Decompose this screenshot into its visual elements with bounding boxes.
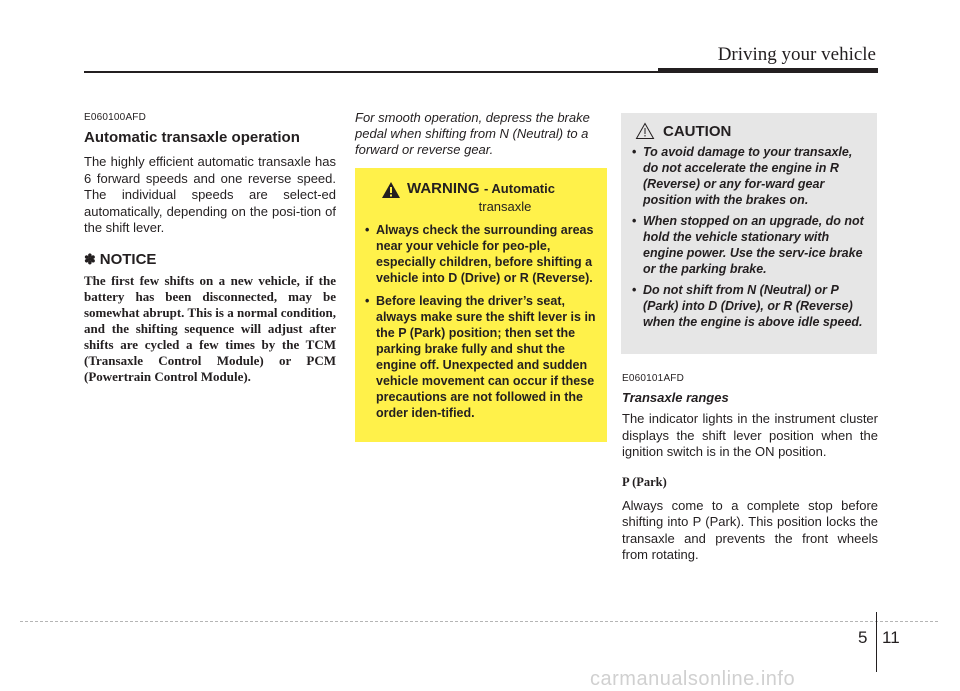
warning-item: • Always check the surrounding areas near your vehicle for peo-ple, especially children, before shifting a vehicle into D (Drive) or R (Reverse). [365, 223, 594, 285]
caution-triangle-icon [635, 122, 655, 140]
caution-header [629, 122, 869, 140]
intro-paragraph: The highly efficient automatic transaxle has 6 forward speeds and one reverse speed. The individual speeds are select-ed automatically, depending on the posi-tion of the shift lever. [84, 154, 336, 235]
notice-text: The first few shifts on a new vehicle, if the battery has been disconnected, may be somewhat abrupt. This is a normal condition, and the shifting sequence will adjust after shifts are cycled a few times by the TCM (Transaxle Control Module) or PCM (Powertrain Control Module). [84, 272, 336, 384]
warning-label: WARNING [407, 180, 480, 197]
caution-box [621, 113, 877, 354]
header-rule [84, 71, 658, 73]
park-paragraph: Always come to a complete stop before shifting into P (Park). This position locks the transaxle and prevents the front wheels from rotating. [622, 497, 878, 562]
indicator-paragraph: The indicator lights in the instrument cluster displays the shift lever position when the ignition switch is in the ON position. [622, 411, 878, 459]
footer-rule [20, 621, 938, 622]
page-number: 11 [882, 628, 900, 647]
caution-label: CAUTION [663, 122, 732, 140]
subsection-heading: Transaxle ranges [622, 390, 729, 405]
caution-list [629, 144, 869, 330]
notice-star-icon: ✽ [84, 250, 96, 267]
section-heading: Automatic transaxle operation [84, 129, 300, 146]
caution-item: • Do not shift from N (Neutral) or P (Park) into D (Drive), or R (Reverse) when the engine is above idle speed. [632, 283, 863, 329]
park-heading: P (Park) [622, 474, 667, 489]
chapter-number: 5 [858, 628, 868, 647]
warning-triangle-icon [381, 181, 401, 199]
caution-item: • To avoid damage to your transaxle, do not accelerate the engine in R (Reverse) or any for-ward gear position with the brakes on. [632, 145, 853, 207]
page-number-divider [876, 612, 877, 672]
warning-subtitle: - Automatic [483, 181, 555, 196]
notice-label: NOTICE [99, 250, 157, 268]
watermark: carmanualsonline.info [590, 668, 796, 690]
notice-heading [84, 251, 336, 268]
warning-subtitle-2: transaxle [478, 199, 532, 214]
caution-item: • When stopped on an upgrade, do not hold the vehicle stationary with engine power. Use the serv-ice brake or the parking brake. [632, 214, 864, 276]
warning-box [355, 168, 607, 442]
section-title: Driving your vehicle [717, 44, 876, 65]
warning-header [363, 180, 599, 199]
section-code: E060100AFD [84, 112, 147, 123]
warning-item: • Before leaving the driver’s seat, always make sure the shift lever is in the P (Park) position; then set the parking brake fully and shut the engine off. Unexpected and sudden vehicle movement can occur if these precautions are not followed in the order iden-tified. [365, 294, 596, 420]
right-column [622, 373, 878, 564]
subsection-code: E060101AFD [622, 373, 685, 384]
brake-instruction: For smooth operation, depress the brake pedal when shifting from N (Neutral) to a forward or reverse gear. [355, 110, 590, 157]
warning-list [363, 222, 599, 421]
left-column [84, 112, 336, 385]
header-rule-thick [658, 68, 878, 73]
